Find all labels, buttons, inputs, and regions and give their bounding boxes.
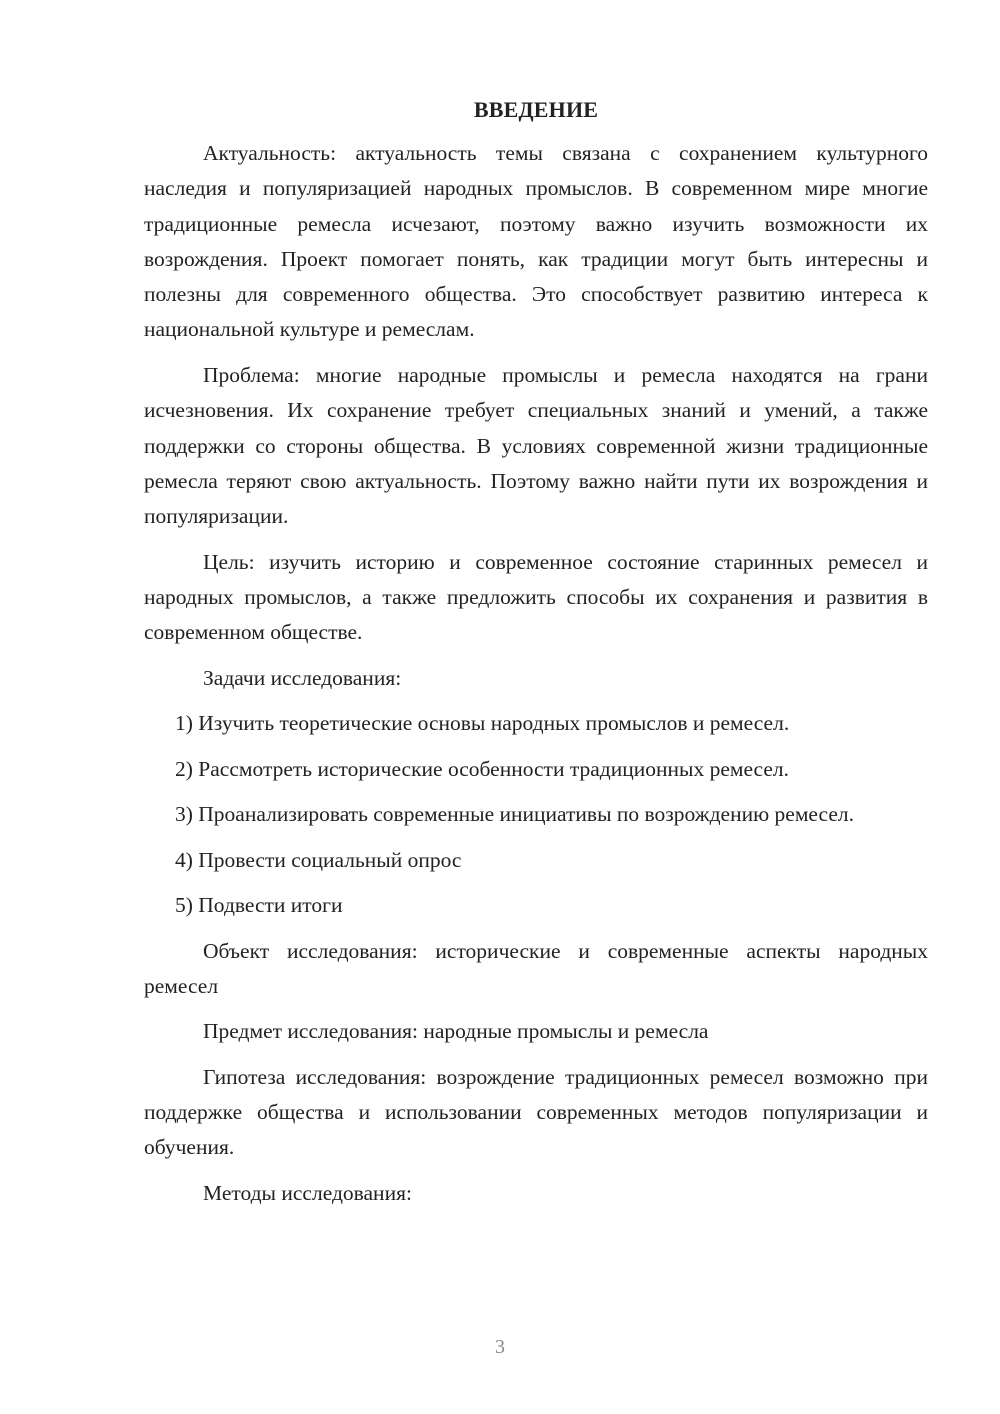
- task-item-4: 4) Провести социальный опрос: [175, 847, 462, 872]
- task-item-1: 1) Изучить теоретические основы народных промыслов и ремесел.: [175, 711, 790, 736]
- problem-paragraph: Проблема: многие народные промыслы и ремесла находятся на грани исчезновения. Их сохранение требует специальных знаний и умений, а также поддержки со стороны общества. В условиях современной жизни традиционные ремесла теряют свою актуальность. Поэтому важно найти пути их возрождения и популяризации.: [144, 362, 928, 529]
- hypothesis-paragraph: Гипотеза исследования: возрождение традиционных ремесел возможно при поддержке общества и использовании современных методов популяризации и обучения.: [144, 1064, 928, 1160]
- relevance-paragraph: Актуальность: актуальность темы связана с сохранением культурного наследия и популяризацией народных промыслов. В современном мире многие традиционные ремесла исчезают, поэтому важно изучить возможности их возрождения. Проект помогает понять, как традиции могут быть интересны и полезны для современного общества. Это способствует развитию интереса к национальной культуре и ремеслам.: [144, 141, 928, 342]
- page-title: ВВЕДЕНИЕ: [473, 97, 599, 122]
- task-item-5: 5) Подвести итоги: [175, 893, 343, 918]
- goal-paragraph: Цель: изучить историю и современное состояние старинных ремесел и народных промыслов, а также предложить способы их сохранения и развития в современном обществе.: [144, 549, 928, 645]
- task-item-3: 3) Проанализировать современные инициативы по возрождению ремесел.: [175, 802, 854, 827]
- subject-paragraph: Предмет исследования: народные промыслы и ремесла: [203, 1019, 709, 1044]
- object-paragraph: Объект исследования: исторические и современные аспекты народных ремесел: [144, 938, 928, 998]
- page-content: [144, 92, 928, 1211]
- page-number: 3: [495, 1336, 505, 1358]
- methods-heading: Методы исследования:: [203, 1180, 412, 1205]
- tasks-heading: Задачи исследования:: [203, 665, 402, 690]
- task-item-2: 2) Рассмотреть исторические особенности традиционных ремесел.: [175, 756, 789, 781]
